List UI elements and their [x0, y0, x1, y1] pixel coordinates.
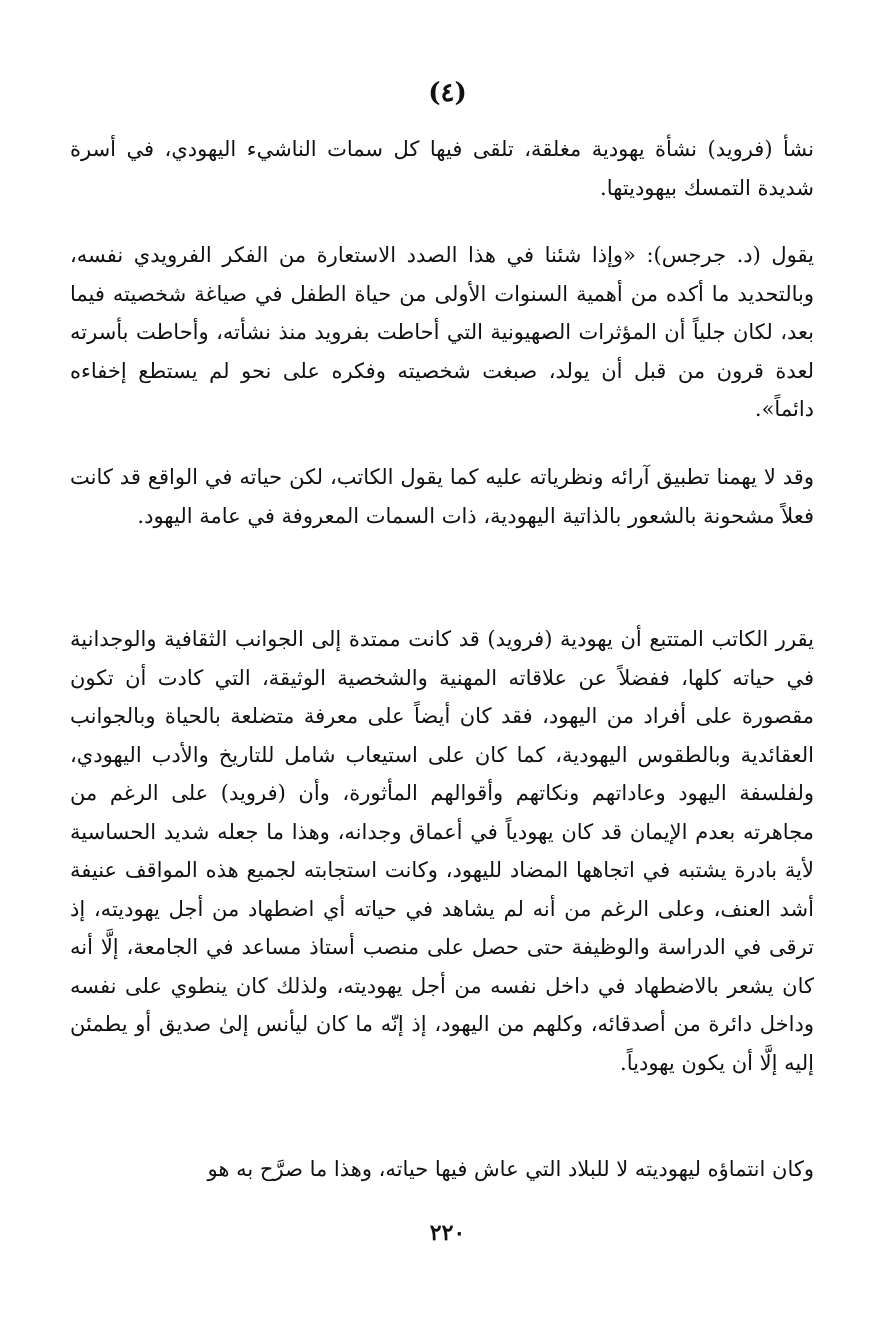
- paragraph-5: وكان انتماؤه ليهوديته لا للبلاد التي عاش فيها حياته، وهذا ما صرَّح به هو: [207, 1157, 814, 1181]
- page-number: ٢٢٠: [429, 1220, 466, 1246]
- chapter-heading: (٤): [428, 78, 467, 108]
- paragraph-2-quote: يقول (د. جرجس): «وإذا شئنا في هذا الصدد الاستعارة من الفكر الفرويدي نفسه، وبالتحديد ما أكده من أهمية السنوات الأولى من حياة الطفل في صياغة شخصيته فيما بعد، لكان جلياً أن المؤثرات الصهيونية التي أحاطت بفرويد منذ نشأته، وأحاطت بأسرته لعدة قرون من قبل أن يولد، صبغت شخصيته وفكره على نحو لم يستطع إخفاءه دائماً».: [70, 243, 814, 421]
- paragraph-4: يقرر الكاتب المتتبع أن يهودية (فرويد) قد كانت ممتدة إلى الجوانب الثقافية والوجدانية في حياته كلها، ففضلاً عن علاقاته المهنية والشخصية الوثيقة، التي كادت أن تكون مقصورة على أفراد من اليهود، فقد كان أيضاً على معرفة متضلعة بالحياة وبالجوانب العقائدية وبالطقوس اليهودية، كما كان على استيعاب شامل للتاريخ والأدب اليهودي، ولفلسفة اليهود وعاداتهم ونكاتهم وأقوالهم المأثورة، وأن (فرويد) على الرغم من مجاهرته بعدم الإيمان قد كان يهودياً في أعماق وجدانه، وهذا ما جعله شديد الحساسية لأية بادرة يشتبه في اتجاهها المضاد لليهود، وكانت استجابته لجميع هذه المواقف عنيفة أشد العنف، وعلى الرغم من أنه لم يشاهد في حياته أي اضطهاد من أجل يهوديته، إذ ترقى في الدراسة والوظيفة حتى حصل على منصب أستاذ مساعد في الجامعة، إلَّا أنه كان يشعر بالاضطهاد في داخل نفسه من أجل يهوديته، ولذلك كان ينطوي على نفسه وداخل دائرة من أصدقائه، وكلهم من اليهود، إذ إنّه ما كان ليأنس إلىٰ صديق أو يطمئن إليه إلَّا أن يكون يهودياً.: [70, 627, 814, 1075]
- paragraph-1: نشأ (فرويد) نشأة يهودية مغلقة، تلقى فيها كل سمات الناشيء اليهودي، في أسرة شديدة التمسك بيهوديتها.: [70, 137, 814, 200]
- paragraph-3: وقد لا يهمنا تطبيق آرائه ونظرياته عليه كما يقول الكاتب، لكن حياته في الواقع قد كانت فعلاً مشحونة بالشعور بالذاتية اليهودية، ذات السمات المعروفة في عامة اليهود.: [70, 465, 814, 528]
